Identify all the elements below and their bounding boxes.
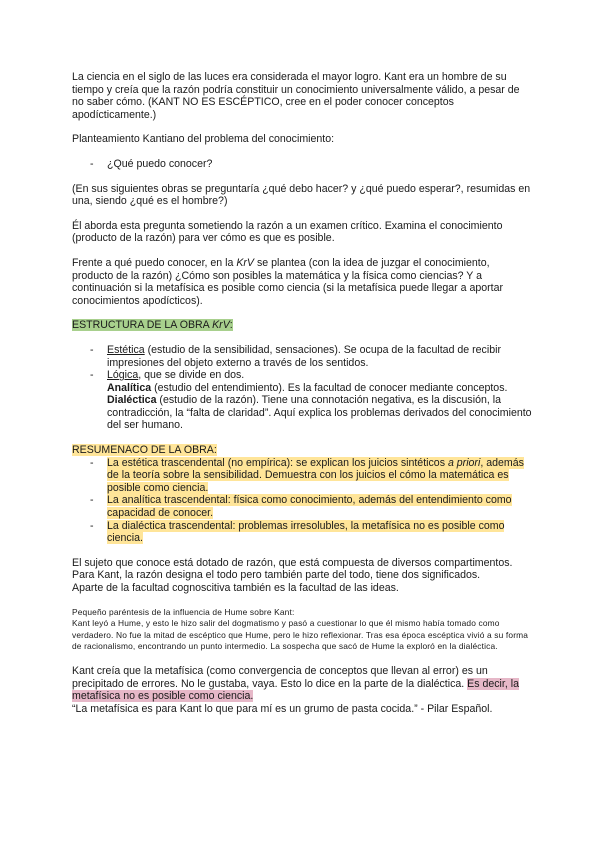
dash-bullet: - bbox=[90, 519, 94, 532]
estetica-term: Estética bbox=[107, 343, 145, 356]
hume-text: Kant leyó a Hume, y esto le hizo salir del dogmatismo y pasó a cuestionar lo que él mismo había tomado como verdadero. No fue la mitad de escéptico que Hume, pero le hizo reflexionar. Tras esa época escéptica vivió a su forma de racionalismo, encontrando un punto intermedio. La sospecha que sacó de Hume la exploró en la dialéctica. bbox=[72, 618, 529, 652]
list-item: - La dialéctica trascendental: problemas irresolubles, la metafísica no es posible como ciencia. bbox=[90, 519, 505, 545]
highlighted-conclusion: Es decir, la metafísica no es posible como ciencia. bbox=[72, 677, 519, 703]
resumen-list bbox=[72, 457, 532, 545]
logica-term: Lógica bbox=[107, 369, 139, 382]
list-item bbox=[72, 158, 532, 171]
question-list bbox=[72, 158, 532, 171]
examen-paragraph: Él aborda esta pregunta sometiendo la razón a un examen crítico. Examina el conocimiento (producto de la razón) para ver cómo es que es posible. bbox=[72, 219, 503, 245]
obras-paragraph: (En sus siguientes obras se preguntaría ¿qué debo hacer? y ¿qué puedo esperar?, resumidas en una, siendo ¿qué es el hombre?) bbox=[72, 182, 531, 208]
planteamiento-paragraph: Planteamiento Kantiano del problema del conocimiento: bbox=[72, 133, 335, 146]
quote-paragraph: “La metafísica es para Kant lo que para mí es un grumo de pasta cocida.” - Pilar Español. bbox=[72, 702, 493, 715]
razon-paragraph: Para Kant, la razón designa el todo pero también parte del todo, tiene dos significados. bbox=[72, 569, 481, 582]
dash-bullet: - bbox=[90, 456, 94, 469]
dash-bullet: - bbox=[90, 494, 94, 507]
krv-italic: KrV bbox=[236, 256, 254, 269]
list-item: - La estética trascendental (no empírica): se explican los juicios sintéticos a priori, además de la teoría sobre la sensibilidad. Demuestra con los juicios el cómo la matemática es posible como ciencia. bbox=[90, 456, 524, 494]
intro-paragraph: La ciencia en el siglo de las luces era considerada el mayor logro. Kant era un hombre de su tiempo y creía que la razón podría constituir un conocimiento universalmente válido, a pesar de no saber cómo. (KANT NO ES ESCÉPTICO, cree en el poder conocer conceptos apodícticamente.) bbox=[72, 71, 520, 121]
estructura-list bbox=[72, 344, 532, 432]
hume-title: Pequeño paréntesis de la influencia de Hume sobre Kant: bbox=[72, 606, 295, 617]
analitica-line: Analítica (estudio del entendimiento). Es la facultad de conocer mediante conceptos. bbox=[107, 381, 508, 394]
sujeto-paragraph: El sujeto que conoce está dotado de razón, que está compuesta de diversos compartimentos. bbox=[72, 556, 513, 569]
question-text: ¿Qué puedo conocer? bbox=[107, 157, 213, 170]
krv-paragraph: Frente a qué puedo conocer, en la KrV se plantea (con la idea de juzgar el conocimiento, producto de la razón) ¿Cómo son posibles la matemática y la física como ciencias? Y a continuación si la metafísica es posible como ciencia (si la metafísica puede llegar a aportar conocimientos apodícticos). bbox=[72, 256, 504, 307]
dash-bullet: - bbox=[90, 369, 94, 382]
list-item: - Lógica, que se divide en dos. Analítica (estudio del entendimiento). Es la facultad de conocer mediante conceptos. Dialéctica (estudio de la razón). Tiene una connotación negativa, es la discusión, la contradicción, la “falta de claridad”. Aquí explica los problemas derivados del conocimiento del ser humano. bbox=[90, 369, 532, 432]
resumen-heading: RESUMENACO DE LA OBRA: bbox=[72, 444, 217, 457]
list-item: - Estética (estudio de la sensibilidad, sensaciones). Se ocupa de la facultad de recibir impresiones del objeto externo a través de los sentidos. bbox=[90, 343, 501, 369]
dialectica-line: Dialéctica (estudio de la razón). Tiene una connotación negativa, es la discusión, la contradicción, la “falta de claridad”. Aquí explica los problemas derivados del conocimiento del ser humano. bbox=[107, 394, 532, 432]
dash-bullet: - bbox=[90, 157, 94, 170]
list-item: - La analítica trascendental: física como conocimiento, además del entendimiento como capacidad de conocer. bbox=[90, 494, 512, 520]
dash-bullet: - bbox=[90, 343, 94, 356]
facultad-paragraph: Aparte de la facultad cognoscitiva también es la facultad de las ideas. bbox=[72, 582, 399, 594]
hume-note bbox=[72, 607, 532, 653]
metafisica-paragraph: Kant creía que la metafísica (como convergencia de conceptos que llevan al error) es un precipitado de errores. No le gustaba, vaya. Esto lo dice en la parte de la dialéctica. Es decir, la metafísica no es posible como ciencia. bbox=[72, 664, 519, 703]
estructura-heading: ESTRUCTURA DE LA OBRA KrV: bbox=[72, 319, 233, 332]
document-page bbox=[72, 71, 532, 715]
